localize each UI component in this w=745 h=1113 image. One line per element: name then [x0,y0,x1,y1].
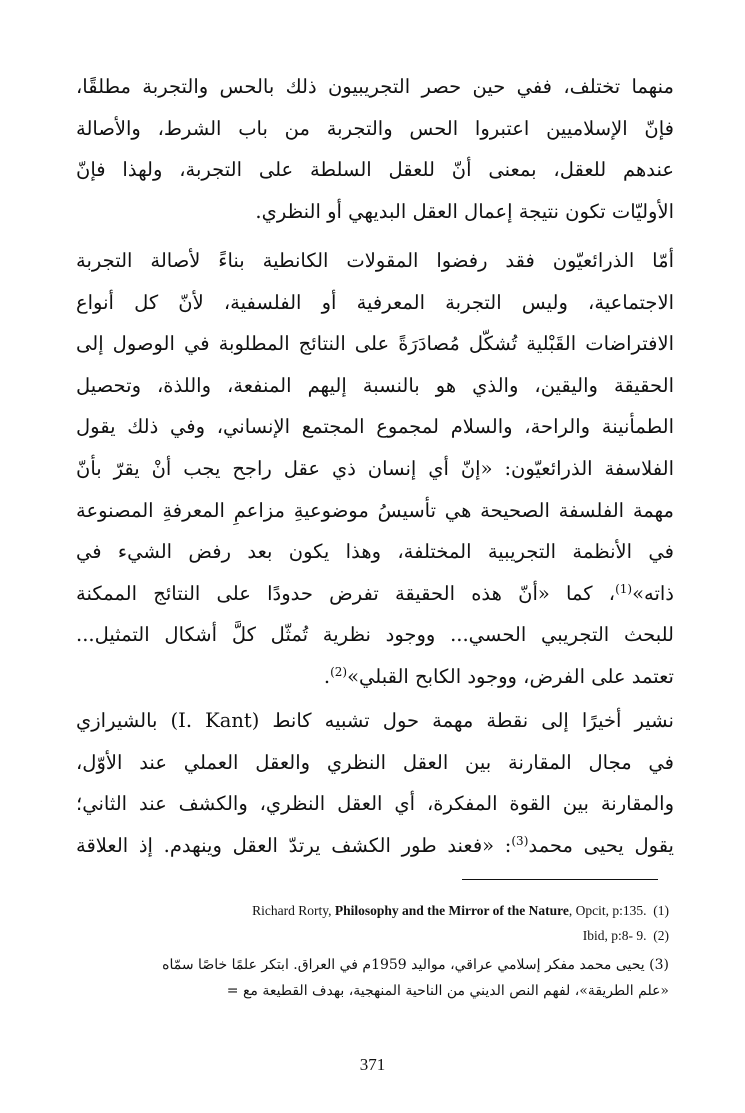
footnote-number: (2) [653,928,669,943]
text-line: مهمة الفلسفة الصحيحة هي تأسيسُ موضوعيةِ مزاعمِ المعرفةِ المصنوعة [76,498,674,522]
text-segment: : «فعند طور الكشف يرتدّ العقل وينهدم. إذ العلاقة [76,833,512,857]
text-line: عندهم للعقل، بمعنى أنّ للعقل السلطة على التجربة، ولهذا فإنّ [76,158,674,182]
text-line: الأوليّات تكون نتيجة إعمال العقل البديهي أو النظري. [255,199,674,223]
footnote-2 [71,925,669,947]
footnote-1 [71,900,669,922]
footnote-ref-2: (2) [330,664,348,679]
text-line: فإنّ الإسلاميين اعتبروا الحس والتجربة من باب الشرط، والأصالة [76,116,674,140]
text-line: للبحث التجريبي الحسي... ووجود نظرية تُمثّل كلَّ أشكال التمثيل... [76,623,674,647]
text-line: في مجال المقارنة بين العقل النظري والعقل العملي عند الأوّل، [76,750,674,774]
text-segment: . [323,664,331,688]
text-line-with-footnote-ref-2 [76,656,674,698]
page-number: 371 [359,1055,386,1074]
paragraph-2 [76,240,674,698]
text-segment: يقول يحيى محمد [528,833,674,857]
footnote-separator [462,879,658,880]
footnote-3-line-2: «علم الطريقة»، لفهم النص الديني من الناحية المنهجية، بهدف القطيعة مع = [226,983,669,999]
footnote-ref-3: (3) [511,833,529,848]
text-line: الفلاسفة الذرائعيّون: «إنّ أي إنسان ذي عقل راجح يجب أنْ يقرّ بأنّ [76,456,674,480]
footnote-ref-1: (1) [615,581,633,596]
text-segment: ، كما «أنّ هذه الحقيقة تفرض حدودًا على النتائج الممكنة [76,581,616,605]
text-line: والمقارنة بين القوة المفكرة، أي العقل النظري، والكشف عند الثاني؛ [76,792,674,816]
text-line: الطمأنينة والراحة، والسلام لمجموع المجتمع الإنساني، وفي ذلك يقول [76,415,674,439]
paragraph-3 [76,700,674,866]
text-line-with-footnote-ref-3 [76,825,674,867]
text-line: أمّا الذرائعيّون فقد رفضوا المقولات الكانطية بناءً لأصالة التجربة [76,249,674,272]
footnote-book-title: Philosophy and the Mirror of the Nature [334,903,569,918]
paragraph-1 [76,66,674,232]
text-line: في الأنظمة التجريبية المختلفة، وهذا يكون بعد رفض الشيء في [76,540,674,564]
text-segment: ذاته» [632,581,674,605]
footnote-citation: Ibid, p:8- 9. [582,928,647,943]
text-line: الافتراضات القَبْلية تُشكّل مُصادَرَةً على النتائج المطلوبة في الوصول إلى [76,332,674,356]
text-line: نشير أخيرًا إلى نقطة مهمة حول تشبيه كانط (I. Kant) بالشيرازي [76,709,674,732]
footnote-3-line-1: (3) يحيى محمد مفكر إسلامي عراقي، مواليد 1959م في العراق. ابتكر علمًا خاصًا سمّاه [162,957,669,973]
text-segment: تعتمد على الفرض، ووجود الكابح القبلي» [347,664,674,688]
footnote-author: Richard Rorty, [252,903,332,918]
text-line: منهما تختلف، ففي حين حصر التجريبيون ذلك بالحس والتجربة مطلقًا، [76,75,674,98]
footnote-number: (1) [653,903,669,918]
text-line-with-footnote-ref-1 [76,573,674,615]
text-line: الحقيقة واليقين، والذي هو بالنسبة إليهم المنفعة، واللذة، وتحصيل [76,373,674,397]
text-line: الاجتماعية، وليس التجربة المعرفية أو الفلسفية، لأنّ كل أنواع [76,290,674,314]
footnote-citation: , Opcit, p:135. [568,903,647,918]
